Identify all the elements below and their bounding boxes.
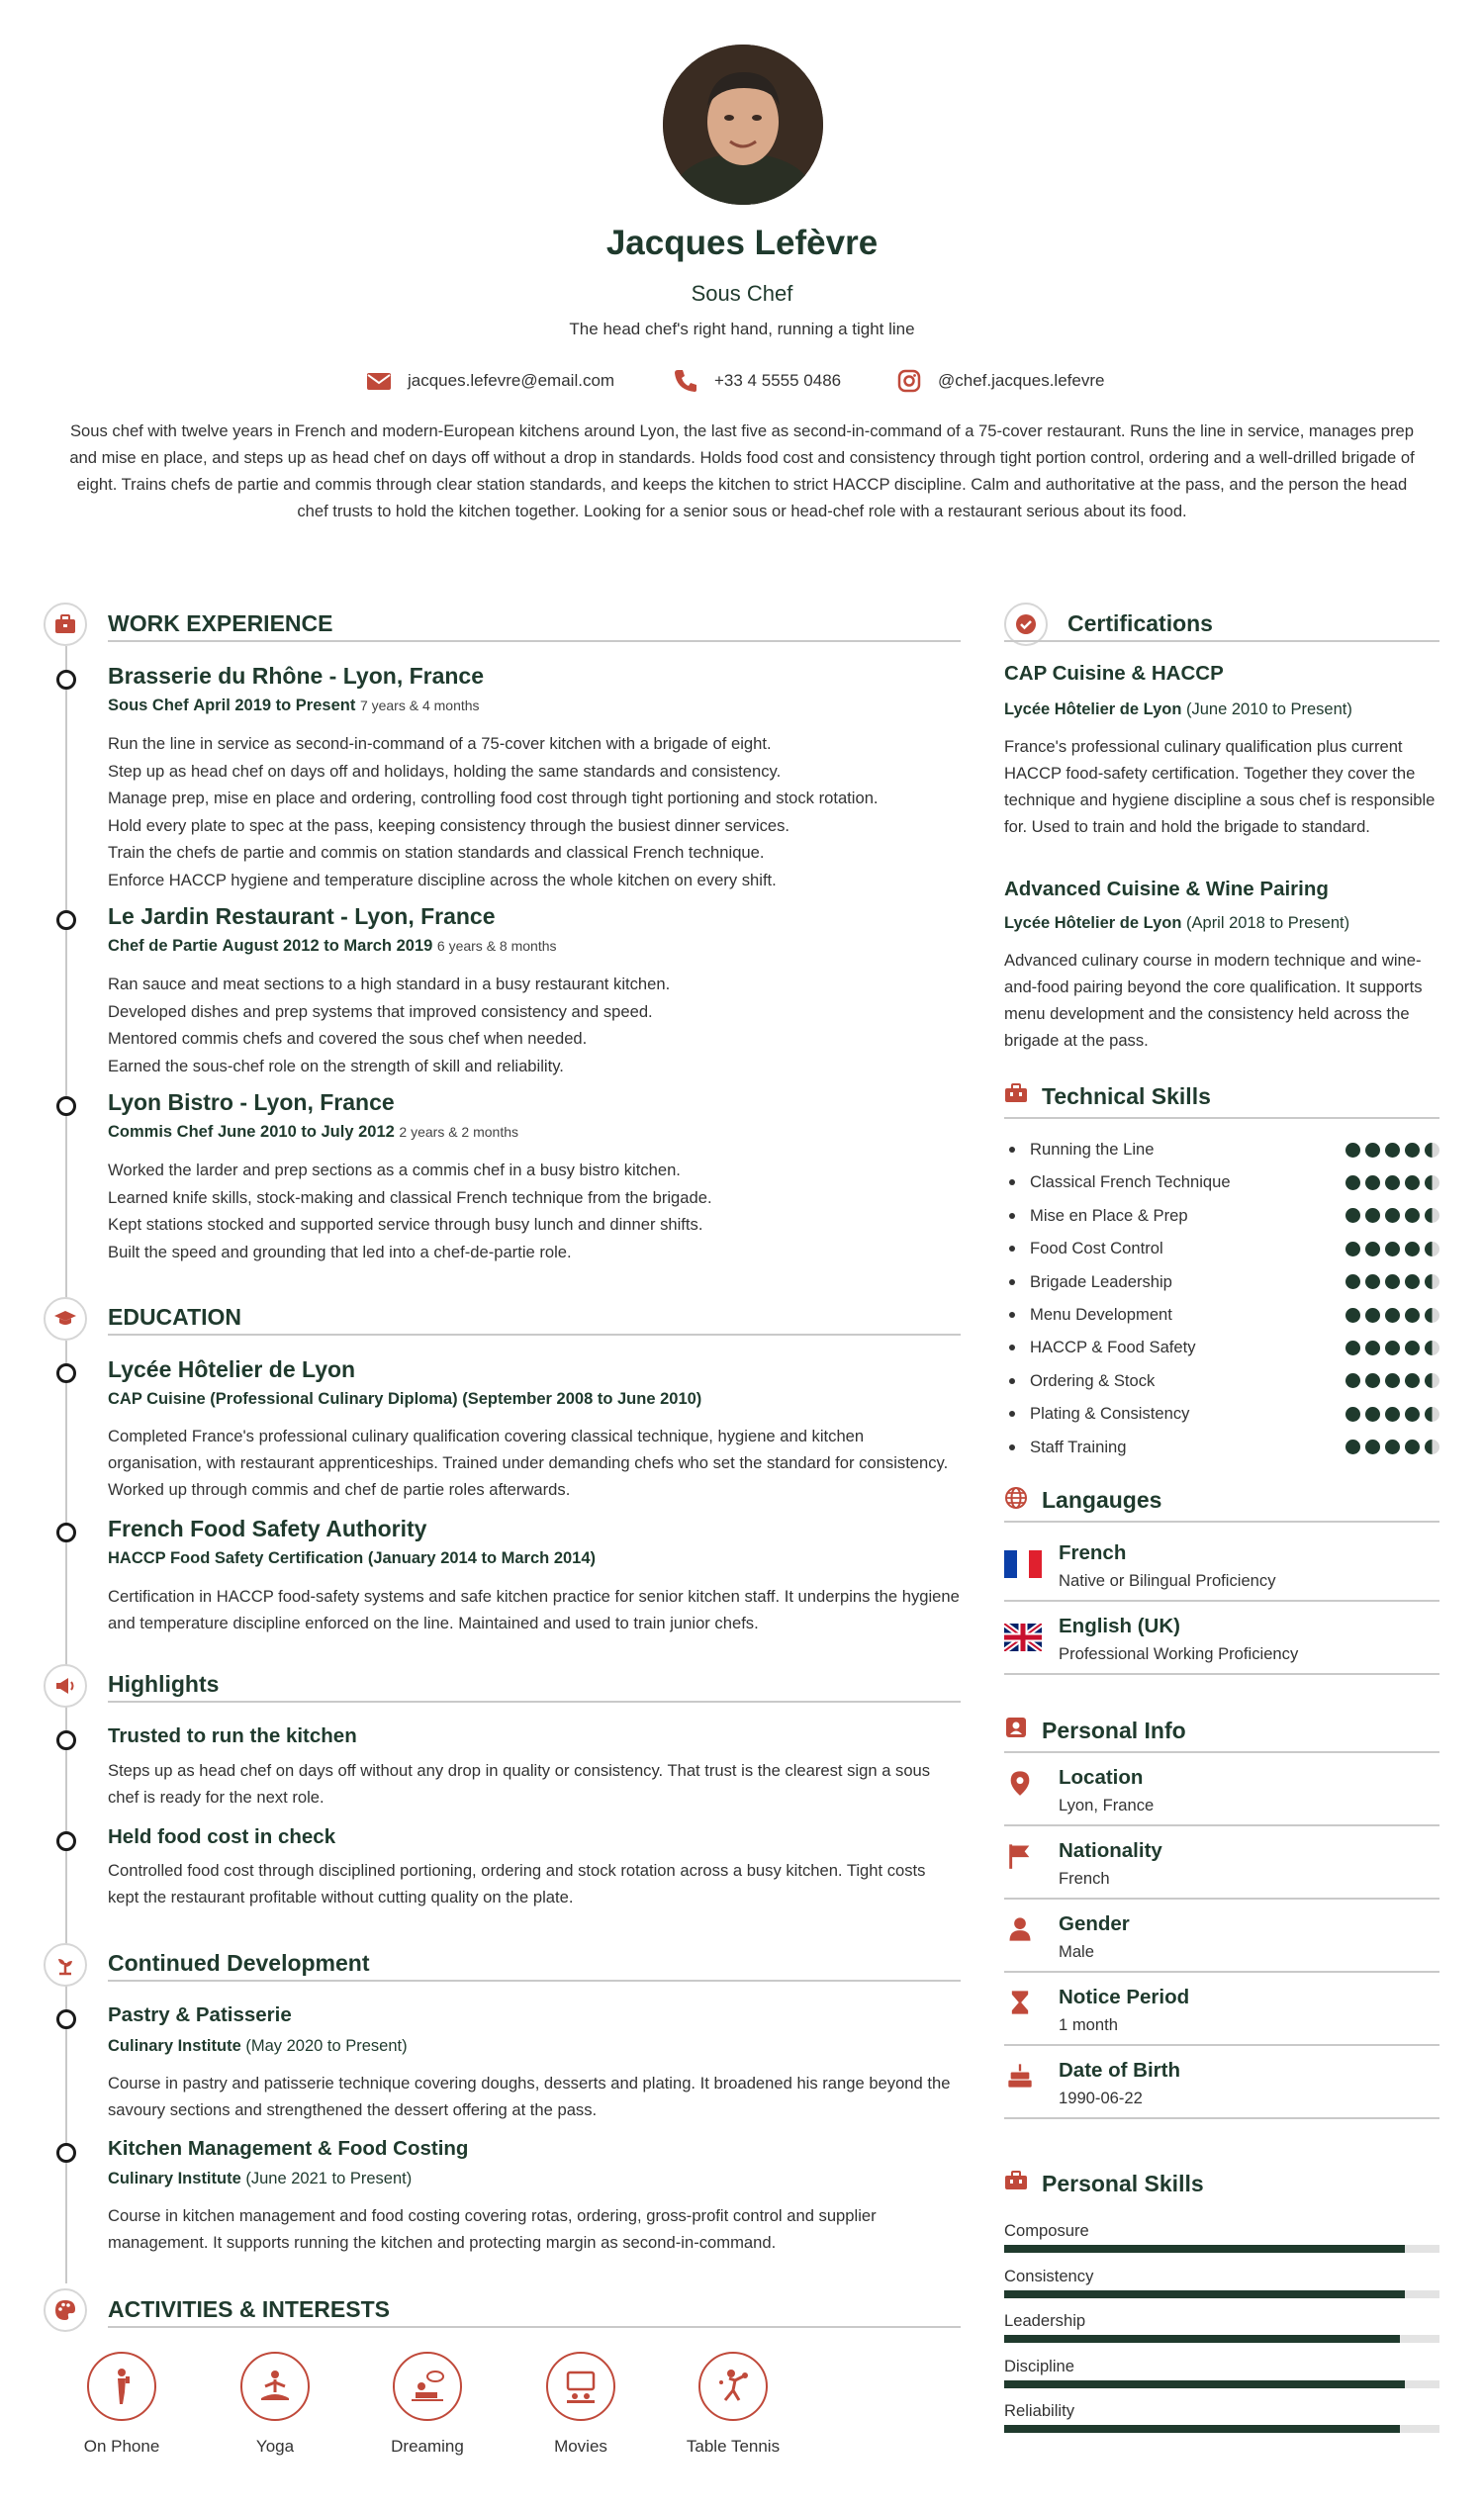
education-school: Lycée Hôtelier de Lyon bbox=[108, 1356, 356, 1382]
job-bullets bbox=[108, 730, 969, 893]
language-name: English (UK) bbox=[1059, 1615, 1180, 1637]
rating-dot bbox=[1405, 1242, 1420, 1256]
rating-dot bbox=[1365, 1175, 1380, 1190]
hobby-item bbox=[507, 2352, 655, 2457]
job-title: Lyon Bistro - Lyon, France bbox=[108, 1089, 395, 1115]
technical-skill-row bbox=[1004, 1369, 1439, 1393]
skill-rating bbox=[1345, 1242, 1439, 1256]
personal-skill-name: Composure bbox=[1004, 2221, 1089, 2240]
development-org: Culinary Institute bbox=[108, 2170, 241, 2187]
rating-dot bbox=[1405, 1440, 1420, 1454]
rating-dot bbox=[1385, 1208, 1400, 1223]
timeline-dot bbox=[56, 910, 76, 930]
personal-info-value: French bbox=[1059, 1869, 1110, 1888]
job-bullet: Developed dishes and prep systems that improved consistency and speed. bbox=[108, 1001, 653, 1021]
rating-dot bbox=[1365, 1308, 1380, 1323]
rating-dot bbox=[1365, 1341, 1380, 1355]
rating-dot bbox=[1385, 1407, 1400, 1422]
personal-skill-fill bbox=[1004, 2290, 1405, 2298]
personal-info-rule bbox=[1004, 2044, 1439, 2046]
development-dates: (May 2020 to Present) bbox=[245, 2037, 408, 2055]
hobby-label: On Phone bbox=[83, 2437, 160, 2456]
rating-dot bbox=[1405, 1175, 1420, 1190]
job-subtitle bbox=[108, 697, 480, 715]
skill-rating bbox=[1345, 1208, 1439, 1223]
personal-skill-bar bbox=[1004, 2335, 1439, 2343]
timeline-dot bbox=[56, 1096, 76, 1116]
megaphone-icon bbox=[44, 1664, 87, 1708]
skill-bullet bbox=[1009, 1411, 1015, 1417]
personal-skill-bar bbox=[1004, 2245, 1439, 2253]
education-description: Completed France's professional culinary qualification covering classical technique, hygiene and kitchen organisation, with restaurant apprenticeships. Trained under demanding chefs who set the standard for consistency. Worked up through commis and chef de partie roles afterwards. bbox=[108, 1427, 949, 1499]
rating-dot bbox=[1405, 1341, 1420, 1355]
skill-bullet bbox=[1009, 1179, 1015, 1185]
rating-dot bbox=[1425, 1440, 1439, 1454]
rating-dot bbox=[1345, 1143, 1360, 1158]
education-section-rule bbox=[108, 1334, 961, 1336]
job-dates: August 2012 to March 2019 bbox=[222, 937, 433, 955]
movies-icon bbox=[546, 2352, 615, 2421]
development-section-rule bbox=[108, 1980, 961, 1982]
skill-bullet bbox=[1009, 1345, 1015, 1350]
rating-dot bbox=[1345, 1341, 1360, 1355]
rating-dot bbox=[1425, 1308, 1439, 1323]
rating-dot bbox=[1405, 1274, 1420, 1289]
rating-dot bbox=[1385, 1274, 1400, 1289]
personal-info-value: Lyon, France bbox=[1059, 1796, 1155, 1814]
technical-skill-name: Plating & Consistency bbox=[1030, 1404, 1190, 1424]
rating-dot bbox=[1405, 1208, 1420, 1223]
technical-skill-row bbox=[1004, 1270, 1439, 1294]
job-bullet: Enforce HACCP hygiene and temperature discipline across the whole kitchen on every shift. bbox=[108, 870, 777, 889]
education-subtitle bbox=[108, 1549, 596, 1568]
rating-dot bbox=[1405, 1308, 1420, 1323]
rating-dot bbox=[1385, 1242, 1400, 1256]
job-duration: 6 years & 8 months bbox=[436, 938, 557, 954]
technical-skill-row bbox=[1004, 1303, 1439, 1327]
job-bullet: Mentored commis chefs and covered the sous chef when needed. bbox=[108, 1029, 588, 1048]
development-title: Pastry & Patisserie bbox=[108, 2003, 292, 2026]
timeline-dot bbox=[56, 1523, 76, 1542]
technical-skill-row bbox=[1004, 1436, 1439, 1459]
job-duration: 7 years & 4 months bbox=[359, 698, 480, 713]
personal-skill-bar bbox=[1004, 2425, 1439, 2433]
personal-skill-name: Reliability bbox=[1004, 2401, 1075, 2420]
rating-dot bbox=[1345, 1242, 1360, 1256]
personal-skill-bar bbox=[1004, 2380, 1439, 2388]
education-degree: CAP Cuisine (Professional Culinary Diploma) bbox=[108, 1390, 458, 1408]
highlights-section-title: Highlights bbox=[108, 1671, 220, 1697]
certifications-rule bbox=[1004, 640, 1439, 642]
skill-rating bbox=[1345, 1308, 1439, 1323]
email-icon bbox=[366, 368, 392, 394]
skill-bullet bbox=[1009, 1213, 1015, 1219]
languages-title: Langauges bbox=[1042, 1487, 1162, 1513]
highlight-description: Steps up as head chef on days off without any drop in quality or consistency. That trust is the clearest sign a sous chef is ready for the next role. bbox=[108, 1761, 931, 1807]
work-section-title: WORK EXPERIENCE bbox=[108, 610, 333, 636]
hobby-label: Table Tennis bbox=[686, 2437, 781, 2456]
rating-dot bbox=[1385, 1341, 1400, 1355]
development-description: Course in kitchen management and food costing covering rotas, ordering, gross-profit control and supplier management. It supports running the kitchen and protecting margin as second-in-command. bbox=[108, 2206, 877, 2252]
phone-icon bbox=[673, 368, 698, 394]
phone-text: +33 4 5555 0486 bbox=[714, 371, 842, 390]
rating-dot bbox=[1425, 1407, 1439, 1422]
rating-dot bbox=[1385, 1440, 1400, 1454]
cake-icon bbox=[1006, 2062, 1034, 2090]
rating-dot bbox=[1365, 1373, 1380, 1388]
rating-dot bbox=[1425, 1274, 1439, 1289]
rating-dot bbox=[1365, 1407, 1380, 1422]
work-section-rule bbox=[108, 640, 961, 642]
personal-info-value: Male bbox=[1059, 1942, 1094, 1961]
skill-rating bbox=[1345, 1373, 1439, 1388]
toolbox-icon bbox=[1004, 2169, 1028, 2197]
education-description: Certification in HACCP food-safety systems and safe kitchen practice for senior kitchen staff. It underpins the hygiene and temperature discipline enforced on the line. Maintained and used to train junior chefs. bbox=[108, 1587, 960, 1632]
activities-section-rule bbox=[108, 2326, 961, 2328]
skill-bullet bbox=[1009, 1246, 1015, 1252]
timeline-dot bbox=[56, 2009, 76, 2029]
rating-dot bbox=[1365, 1242, 1380, 1256]
job-subtitle bbox=[108, 937, 557, 956]
rating-dot bbox=[1345, 1440, 1360, 1454]
personal-skill-name: Discipline bbox=[1004, 2356, 1075, 2375]
rating-dot bbox=[1345, 1208, 1360, 1223]
rating-dot bbox=[1345, 1373, 1360, 1388]
rating-dot bbox=[1385, 1143, 1400, 1158]
technical-skill-row bbox=[1004, 1237, 1439, 1260]
personal-info-title: Personal Info bbox=[1042, 1718, 1186, 1743]
personal-info-label: Nationality bbox=[1059, 1839, 1162, 1862]
job-bullet: Worked the larder and prep sections as a commis chef in a busy bistro kitchen. bbox=[108, 1161, 681, 1179]
uk-flag-icon bbox=[1004, 1624, 1042, 1651]
rating-dot bbox=[1425, 1341, 1439, 1355]
hobby-item bbox=[201, 2352, 349, 2457]
rating-dot bbox=[1425, 1175, 1439, 1190]
personal-skills-title: Personal Skills bbox=[1042, 2171, 1204, 2196]
timeline-dot bbox=[56, 2143, 76, 2163]
personal-skill-fill bbox=[1004, 2335, 1400, 2343]
job-bullet: Step up as head chef on days off and holidays, holding the same standards and consistency. bbox=[108, 761, 782, 781]
language-rule bbox=[1004, 1673, 1439, 1675]
rating-dot bbox=[1385, 1175, 1400, 1190]
work-timeline-line bbox=[65, 646, 67, 1319]
job-dates: April 2019 to Present bbox=[193, 697, 356, 714]
candidate-name: Jacques Lefèvre bbox=[605, 224, 879, 262]
hobby-item bbox=[353, 2352, 502, 2457]
cert-org: Lycée Hôtelier de Lyon bbox=[1004, 700, 1182, 718]
cert-org: Lycée Hôtelier de Lyon bbox=[1004, 914, 1182, 932]
rating-dot bbox=[1425, 1373, 1439, 1388]
rating-dot bbox=[1425, 1208, 1439, 1223]
personal-info-value: 1990-06-22 bbox=[1059, 2089, 1143, 2107]
highlight-title: Trusted to run the kitchen bbox=[108, 1724, 357, 1747]
development-title: Kitchen Management & Food Costing bbox=[108, 2137, 469, 2160]
language-rule bbox=[1004, 1600, 1439, 1602]
cert-title: CAP Cuisine & HACCP bbox=[1004, 662, 1224, 685]
skill-rating bbox=[1345, 1440, 1439, 1454]
hobby-label: Dreaming bbox=[391, 2437, 464, 2456]
hourglass-icon bbox=[1006, 1989, 1034, 2016]
job-bullets bbox=[108, 1157, 969, 1265]
table-tennis-icon bbox=[698, 2352, 768, 2421]
cert-description: France's professional culinary qualification plus current HACCP food-safety certification. Together they cover the technique and hygiene discipline a sous chef is responsible for. Used to train and hold the brigade to standard. bbox=[1004, 737, 1436, 836]
hobby-label: Movies bbox=[554, 2437, 607, 2456]
rating-dot bbox=[1345, 1407, 1360, 1422]
france-flag-icon bbox=[1004, 1550, 1042, 1578]
personal-info-label: Gender bbox=[1059, 1912, 1130, 1935]
highlights-section-rule bbox=[108, 1701, 961, 1703]
rating-dot bbox=[1405, 1407, 1420, 1422]
technical-skill-row bbox=[1004, 1138, 1439, 1162]
timeline-dot bbox=[56, 1831, 76, 1851]
skill-rating bbox=[1345, 1143, 1439, 1158]
personal-info-label: Location bbox=[1059, 1766, 1144, 1789]
technical-skill-row bbox=[1004, 1170, 1439, 1194]
graduation-cap-icon bbox=[44, 1297, 87, 1341]
cert-subtitle bbox=[1004, 914, 1349, 933]
personal-skill-fill bbox=[1004, 2380, 1405, 2388]
person-icon bbox=[1006, 1915, 1034, 1943]
skill-rating bbox=[1345, 1274, 1439, 1289]
cert-dates: (June 2010 to Present) bbox=[1186, 700, 1352, 718]
phone-person-icon bbox=[87, 2352, 156, 2421]
job-bullet: Earned the sous-chef role on the strength of skill and reliability. bbox=[108, 1056, 564, 1075]
rating-dot bbox=[1365, 1208, 1380, 1223]
highlight-title: Held food cost in check bbox=[108, 1825, 336, 1848]
rating-dot bbox=[1365, 1274, 1380, 1289]
education-school: French Food Safety Authority bbox=[108, 1516, 427, 1541]
personal-info-label: Date of Birth bbox=[1059, 2059, 1180, 2082]
languages-rule bbox=[1004, 1521, 1439, 1523]
job-bullet: Hold every plate to spec at the pass, keeping consistency through the busiest dinner services. bbox=[108, 815, 790, 835]
candidate-role: Sous Chef bbox=[691, 281, 793, 306]
cert-description: Advanced culinary course in modern technique and wine-and-food pairing beyond the core qualification. It supports menu development and the consistency held across the brigade at the pass. bbox=[1004, 951, 1423, 1050]
development-subtitle bbox=[108, 2037, 408, 2056]
personal-skill-fill bbox=[1004, 2425, 1400, 2433]
technical-skill-name: Food Cost Control bbox=[1030, 1239, 1163, 1258]
technical-skill-name: Menu Development bbox=[1030, 1305, 1172, 1324]
rating-dot bbox=[1385, 1373, 1400, 1388]
globe-icon bbox=[1004, 1486, 1028, 1515]
job-position: Commis Chef bbox=[108, 1123, 214, 1141]
skill-bullet bbox=[1009, 1147, 1015, 1153]
job-title: Le Jardin Restaurant - Lyon, France bbox=[108, 903, 496, 929]
email-text: jacques.lefevre@email.com bbox=[408, 371, 615, 390]
highlight-description: Controlled food cost through disciplined portioning, ordering and stock rotation across a busy kitchen. Tight costs kept the restaurant profitable without cutting quality on the plate. bbox=[108, 1861, 926, 1906]
development-dates: (June 2021 to Present) bbox=[245, 2170, 413, 2187]
skill-bullet bbox=[1009, 1279, 1015, 1285]
technical-skill-name: Brigade Leadership bbox=[1030, 1271, 1172, 1291]
rating-dot bbox=[1365, 1143, 1380, 1158]
cert-title: Advanced Cuisine & Wine Pairing bbox=[1004, 878, 1329, 900]
personal-skill-bar bbox=[1004, 2290, 1439, 2298]
location-pin-icon bbox=[1006, 1769, 1034, 1797]
skill-rating bbox=[1345, 1341, 1439, 1355]
id-card-icon bbox=[1004, 1716, 1028, 1744]
timeline-dot bbox=[56, 1730, 76, 1750]
job-position: Sous Chef bbox=[108, 697, 189, 714]
education-subtitle bbox=[108, 1390, 701, 1409]
skill-rating bbox=[1345, 1407, 1439, 1422]
job-bullet: Built the speed and grounding that led into a chef-de-partie role. bbox=[108, 1242, 572, 1261]
activities-section-title: ACTIVITIES & INTERESTS bbox=[108, 2296, 390, 2322]
briefcase-icon bbox=[44, 603, 87, 646]
personal-info-label: Notice Period bbox=[1059, 1986, 1190, 2008]
profile-summary: Sous chef with twelve years in French and modern-European kitchens around Lyon, the last five as second-in-command of a 75-cover restaurant. Runs the line in service, manages prep and mise en place, and steps up as head chef on days off without a drop in standards. Holds food cost and consistency through tight portion control, ordering and a well-drilled brigade of eight. Trains chefs de partie and commis through clear station standards, and keeps the kitchen to strict HACCP discipline. Calm and authoritative at the pass, and the person the head chef trusts to hold the kitchen together. Looking for a senior sous or head-chef role with a restaurant serious about its food. bbox=[69, 421, 1415, 520]
technical-skills-rule bbox=[1004, 1117, 1439, 1119]
development-org: Culinary Institute bbox=[108, 2037, 241, 2055]
job-bullet: Learned knife skills, stock-making and classical French technique from the brigade. bbox=[108, 1187, 712, 1207]
yoga-icon bbox=[240, 2352, 310, 2421]
technical-skill-name: Classical French Technique bbox=[1030, 1172, 1231, 1192]
personal-skill-name: Leadership bbox=[1004, 2311, 1086, 2330]
instagram-text: @chef.jacques.lefevre bbox=[938, 371, 1105, 390]
personal-skill-fill bbox=[1004, 2245, 1405, 2253]
personal-info-value: 1 month bbox=[1059, 2015, 1118, 2034]
timeline-dot bbox=[56, 670, 76, 690]
dreaming-icon bbox=[393, 2352, 462, 2421]
job-bullets bbox=[108, 971, 969, 1079]
rating-dot bbox=[1385, 1308, 1400, 1323]
instagram-icon bbox=[896, 368, 922, 394]
technical-skill-name: Ordering & Stock bbox=[1030, 1370, 1156, 1390]
development-description: Course in pastry and patisserie technique covering doughs, desserts and plating. It broadened his range beyond the savoury sections and strengthened the dessert offering at the pass. bbox=[108, 2074, 951, 2119]
rating-dot bbox=[1405, 1373, 1420, 1388]
profile-photo bbox=[663, 45, 823, 205]
education-dates: (September 2008 to June 2010) bbox=[462, 1390, 702, 1408]
personal-info-rule bbox=[1004, 1971, 1439, 1973]
development-timeline-line bbox=[65, 1987, 67, 2283]
job-bullet: Kept stations stocked and supported service through busy lunch and dinner shifts. bbox=[108, 1215, 703, 1234]
palette-icon bbox=[44, 2288, 87, 2332]
timeline-dot bbox=[56, 1363, 76, 1383]
personal-skill-name: Consistency bbox=[1004, 2266, 1094, 2285]
candidate-tagline: The head chef's right hand, running a tight line bbox=[569, 320, 915, 338]
contact-email[interactable] bbox=[366, 366, 614, 396]
job-dates: June 2010 to July 2012 bbox=[217, 1123, 395, 1141]
job-position: Chef de Partie bbox=[108, 937, 218, 955]
job-title: Brasserie du Rhône - Lyon, France bbox=[108, 663, 485, 689]
development-section-title: Continued Development bbox=[108, 1950, 370, 1976]
rating-dot bbox=[1345, 1175, 1360, 1190]
rating-dot bbox=[1425, 1143, 1439, 1158]
cert-subtitle bbox=[1004, 700, 1352, 719]
toolbox-icon bbox=[1004, 1081, 1028, 1110]
technical-skill-row bbox=[1004, 1336, 1439, 1359]
certifications-title: Certifications bbox=[1067, 610, 1213, 636]
rating-dot bbox=[1405, 1143, 1420, 1158]
technical-skill-row bbox=[1004, 1402, 1439, 1426]
hobby-item bbox=[47, 2352, 196, 2457]
language-level: Professional Working Proficiency bbox=[1059, 1644, 1299, 1663]
technical-skill-name: Mise en Place & Prep bbox=[1030, 1205, 1188, 1225]
contact-instagram[interactable] bbox=[896, 366, 1104, 396]
technical-skill-name: Running the Line bbox=[1030, 1140, 1155, 1159]
flag-icon bbox=[1006, 1842, 1034, 1870]
job-bullet: Train the chefs de partie and commis on station standards and classical French technique. bbox=[108, 843, 765, 862]
contact-phone[interactable] bbox=[673, 366, 841, 396]
skill-rating bbox=[1345, 1175, 1439, 1190]
education-dates: (January 2014 to March 2014) bbox=[367, 1549, 597, 1567]
development-subtitle bbox=[108, 2170, 412, 2188]
personal-info-rule bbox=[1004, 1751, 1439, 1753]
rating-dot bbox=[1345, 1274, 1360, 1289]
job-duration: 2 years & 2 months bbox=[399, 1124, 519, 1140]
language-level: Native or Bilingual Proficiency bbox=[1059, 1571, 1276, 1590]
rating-dot bbox=[1345, 1308, 1360, 1323]
skill-bullet bbox=[1009, 1444, 1015, 1450]
job-bullet: Ran sauce and meat sections to a high standard in a busy restaurant kitchen. bbox=[108, 975, 671, 993]
rating-dot bbox=[1425, 1242, 1439, 1256]
personal-info-rule bbox=[1004, 2117, 1439, 2119]
job-bullet: Manage prep, mise en place and ordering, controlling food cost through tight portioning and stock rotation. bbox=[108, 789, 879, 807]
job-subtitle bbox=[108, 1123, 518, 1142]
language-name: French bbox=[1059, 1541, 1127, 1564]
rating-dot bbox=[1365, 1440, 1380, 1454]
hobby-label: Yoga bbox=[255, 2437, 295, 2456]
skill-bullet bbox=[1009, 1312, 1015, 1318]
technical-skill-name: Staff Training bbox=[1030, 1437, 1127, 1456]
technical-skill-row bbox=[1004, 1204, 1439, 1228]
growth-icon bbox=[44, 1943, 87, 1987]
contact-bar bbox=[0, 366, 1484, 396]
job-bullet: Run the line in service as second-in-command of a 75-cover kitchen with a brigade of eight. bbox=[108, 734, 772, 753]
personal-info-rule bbox=[1004, 1898, 1439, 1900]
skill-bullet bbox=[1009, 1378, 1015, 1384]
technical-skills-title: Technical Skills bbox=[1042, 1083, 1211, 1109]
personal-info-rule bbox=[1004, 1824, 1439, 1826]
education-section-title: EDUCATION bbox=[108, 1304, 242, 1330]
cert-dates: (April 2018 to Present) bbox=[1186, 914, 1350, 932]
hobby-item bbox=[659, 2352, 807, 2457]
technical-skill-name: HACCP & Food Safety bbox=[1030, 1338, 1196, 1357]
education-degree: HACCP Food Safety Certification bbox=[108, 1549, 364, 1567]
